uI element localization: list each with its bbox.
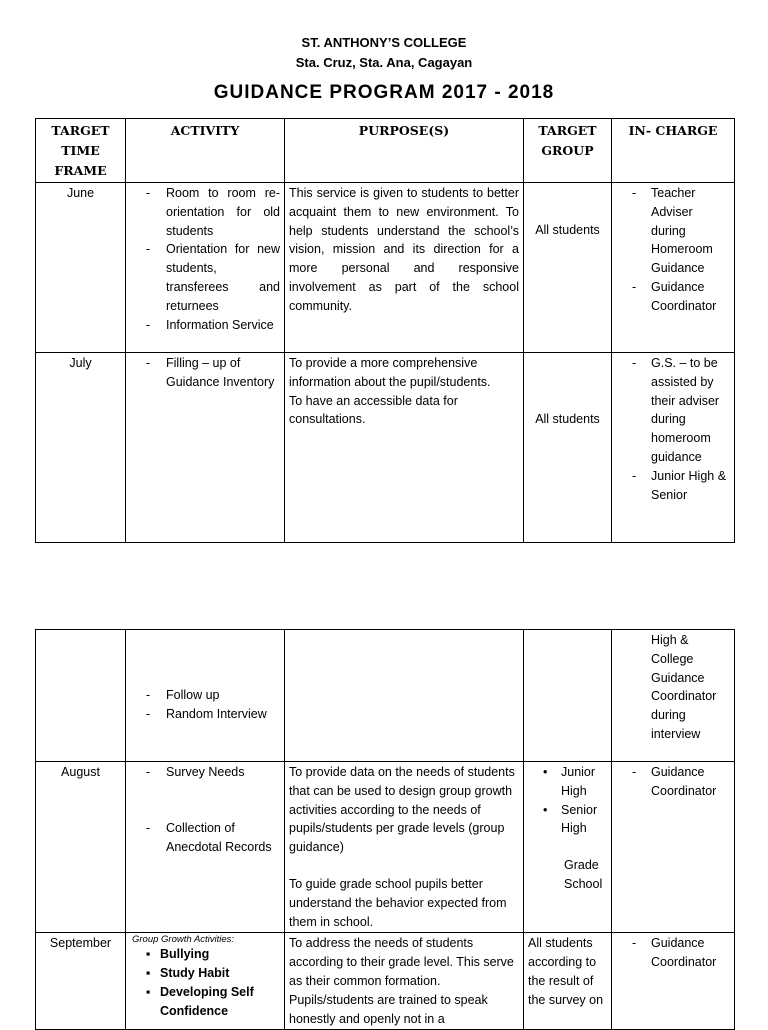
program-table-1 (35, 118, 735, 543)
list-item: - Survey Needs (130, 763, 280, 782)
col-header-time-line1: TARGET (51, 123, 110, 138)
table-row (36, 762, 735, 933)
time-cell: September (36, 933, 126, 1030)
group-cell: All students according to the result of the survey on (524, 933, 612, 1030)
table-header-row (36, 119, 735, 183)
list-item: - Guidance Coordinator (616, 763, 730, 801)
time-cell: August (36, 762, 126, 933)
list-item: ▪ Study Habit (130, 964, 280, 983)
school-address: Sta. Cruz, Sta. Ana, Cagayan (295, 55, 473, 70)
list-item: - Orientation for new students, transferees and returnees (130, 240, 280, 315)
group-cell (524, 762, 612, 933)
purpose-cell (285, 353, 524, 543)
activity-cell (126, 762, 285, 933)
group-cell (524, 353, 612, 543)
table-row (36, 353, 735, 543)
purpose-text: To provide a more comprehensive information about the pupil/students. (289, 356, 491, 389)
activity-label: Group Growth Activities: (132, 934, 235, 946)
incharge-text: High & College Guidance Coordinator during interview (651, 633, 717, 741)
table-row (36, 630, 735, 762)
activity-cell (126, 933, 285, 1030)
list-item: • Junior High (528, 763, 607, 801)
col-header-time-line3: FRAME (54, 163, 107, 178)
group-text: Grade School (564, 858, 603, 891)
incharge-cell (612, 353, 735, 543)
group-cell (524, 183, 612, 353)
list-item: ▪ Developing Self Confidence (130, 983, 280, 1021)
incharge-cell (612, 762, 735, 933)
group-text: All students (535, 223, 600, 237)
list-item: ▪ Bullying (130, 945, 280, 964)
col-header-purpose: PURPOSE(S) (285, 119, 524, 183)
program-table-2 (35, 629, 735, 1030)
list-item: • Senior High (528, 801, 607, 839)
purpose-text: To guide grade school pupils better understand the behavior expected from them in school. (289, 876, 507, 929)
list-item: - G.S. – to be assisted by their adviser during homeroom guidance (616, 354, 730, 467)
time-cell (36, 630, 126, 762)
col-header-time (36, 119, 126, 183)
activity-cell (126, 183, 285, 353)
group-text: All students (535, 412, 600, 426)
col-header-group (524, 119, 612, 183)
purpose-cell: To address the needs of students according to their grade level. This serve as their common formation. Pupils/students are trained to speak honestly and openly not in a (285, 933, 524, 1030)
page-title: GUIDANCE PROGRAM 2017 - 2018 (213, 82, 555, 103)
school-name: ST. ANTHONY’S COLLEGE (301, 35, 467, 50)
col-header-incharge: IN- CHARGE (612, 119, 735, 183)
list-item: - Collection of Anecdotal Records (130, 819, 280, 857)
list-item: - Guidance Coordinator (616, 278, 730, 316)
col-header-activity: ACTIVITY (126, 119, 285, 183)
list-item: - Guidance Coordinator (616, 934, 730, 972)
incharge-cell (612, 630, 735, 762)
group-cell (524, 630, 612, 762)
list-item: - Random Interview (130, 705, 280, 724)
time-cell: June (36, 183, 126, 353)
incharge-cell (612, 933, 735, 1030)
list-item: - Teacher Adviser during Homeroom Guidance (616, 184, 730, 278)
purpose-cell (285, 630, 524, 762)
purpose-cell: This service is given to students to better acquaint them to new environment. To help students understand the school’s vision, mission and its direction for a more personal and responsive involvement as part of the school community. (285, 183, 524, 353)
list-item: - Follow up (130, 686, 280, 705)
col-header-group-line2: GROUP (541, 143, 594, 158)
purpose-cell (285, 762, 524, 933)
incharge-cell (612, 183, 735, 353)
activity-cell (126, 353, 285, 543)
col-header-time-line2: TIME (61, 143, 100, 158)
time-cell: July (36, 353, 126, 543)
purpose-text: To provide data on the needs of students that can be used to design group growth activities according to the needs of pupils/students per grade levels (group guidance) (289, 765, 515, 855)
purpose-text: To have an accessible data for consultations. (289, 393, 458, 427)
list-item: - Room to room re-orientation for old students (130, 184, 280, 240)
table-row (36, 183, 735, 353)
col-header-group-line1: TARGET (538, 123, 597, 138)
activity-cell (126, 630, 285, 762)
list-item: - Filling – up of Guidance Inventory (130, 354, 280, 392)
list-item: - Information Service (130, 316, 280, 335)
table-row (36, 933, 735, 1030)
list-item: - Junior High & Senior (616, 467, 730, 505)
